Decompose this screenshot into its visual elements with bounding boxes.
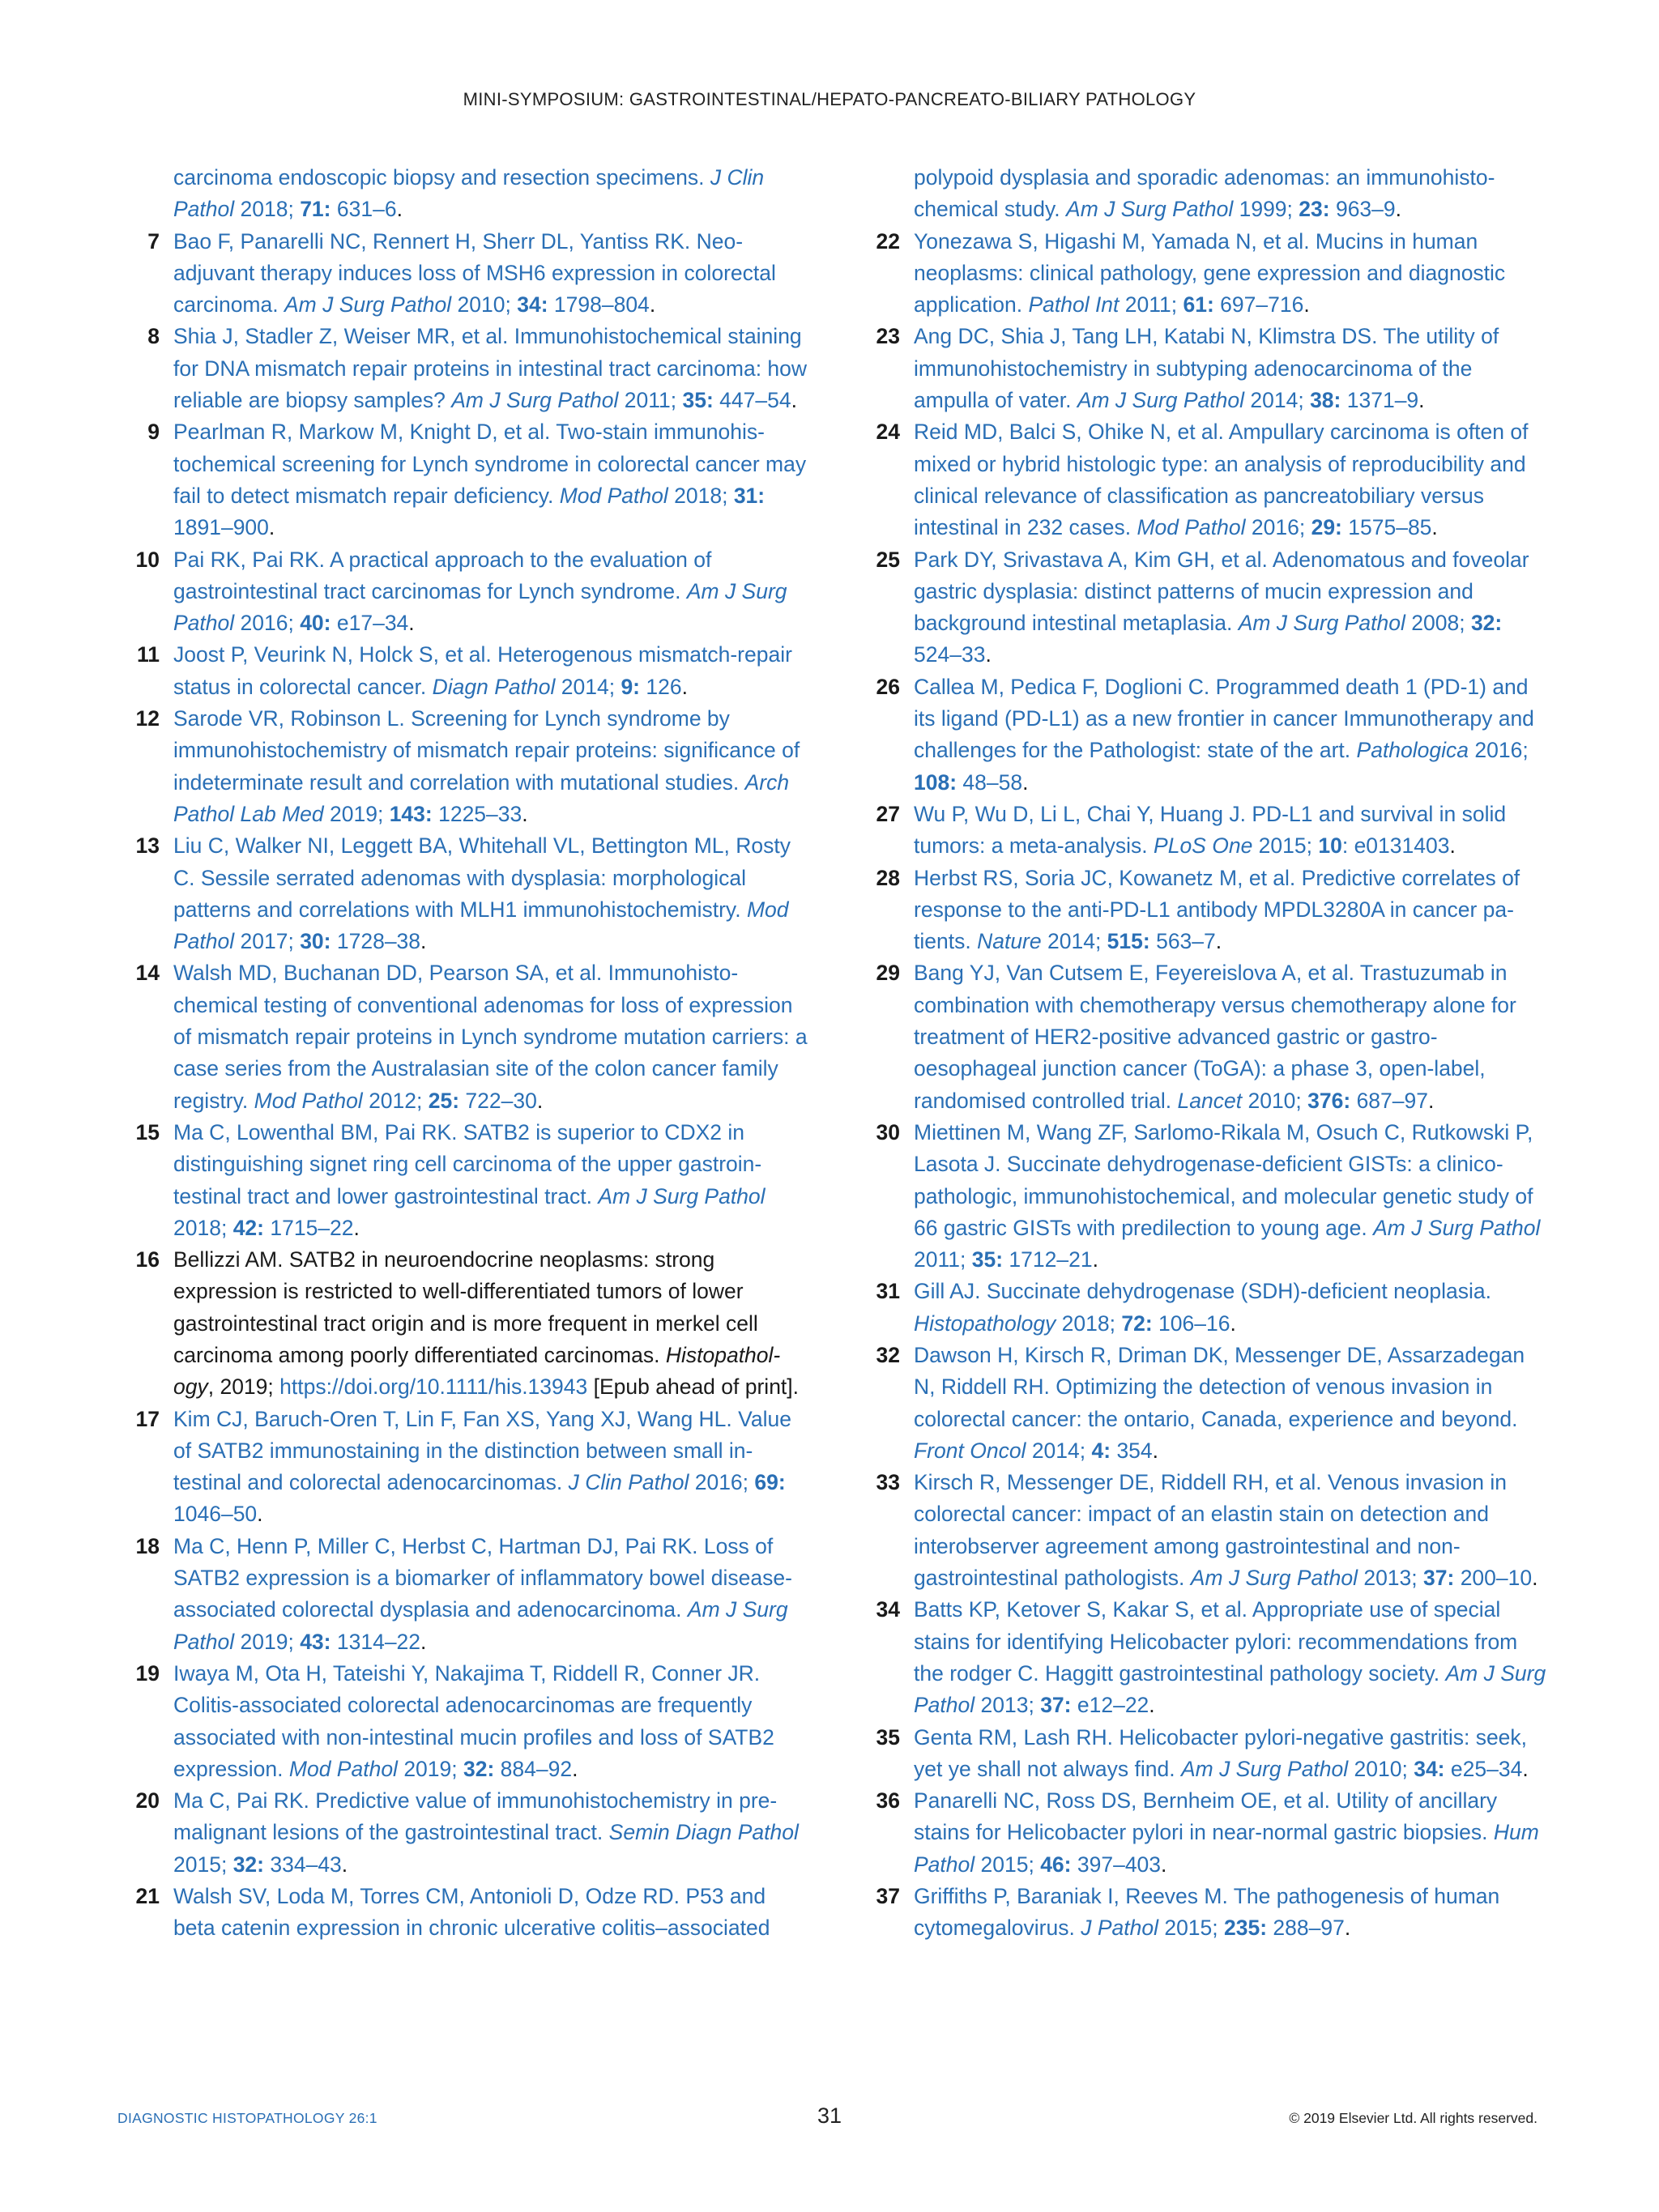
reference-number: 13 — [135, 833, 160, 859]
reference-pages: 687–97 — [1350, 1088, 1428, 1113]
reference-pages: 354 — [1111, 1438, 1153, 1463]
reference-volume: 35: — [682, 388, 714, 413]
reference-volume: 30: — [300, 929, 331, 954]
journal-name: Hum Pathol — [914, 1820, 1539, 1877]
reference-text[interactable] — [173, 1117, 810, 1244]
reference-end: . — [681, 674, 688, 699]
reference-volume: 23: — [1299, 197, 1330, 222]
reference-volume: 34: — [1414, 1756, 1445, 1781]
journal-name: Diagn Pathol — [432, 674, 556, 699]
reference-body: Joost P, Veurink N, Holck S, et al. Heterogenous mismatch-repair status in colorectal cancer. — [173, 642, 792, 699]
reference-item — [854, 863, 1547, 958]
reference-end: [Epub ahead of print]. — [587, 1375, 800, 1400]
reference-year: 2016; — [1245, 515, 1311, 540]
reference-body: Walsh SV, Loda M, Torres CM, Antonioli D, Odze RD. P53 and beta catenin expression in chronic ulcerative colitis–associated — [173, 1884, 770, 1941]
reference-year: 2019; — [397, 1756, 463, 1781]
reference-pages: 1891–900 — [173, 515, 269, 540]
journal-name: Mod Pathol — [254, 1088, 363, 1113]
reference-item — [854, 544, 1547, 671]
reference-body: Batts KP, Ketover S, Kakar S, et al. Appropriate use of special stains for identifying Helicobacter pylori: recommendations from the rodger C. Haggitt gastrointestinal pathology society. — [914, 1597, 1518, 1686]
reference-text[interactable] — [914, 671, 1547, 799]
reference-end: . — [1418, 388, 1425, 413]
reference-pages: 1225–33 — [432, 801, 522, 826]
journal-name: J Clin Pathol — [568, 1470, 689, 1495]
reference-volume: 10 — [1318, 833, 1342, 859]
reference-end: . — [572, 1756, 578, 1781]
reference-pages: 397–403 — [1071, 1852, 1162, 1877]
reference-item — [854, 226, 1547, 322]
reference-body: Genta RM, Lash RH. Helicobacter pylori-negative gastritis: seek, yet ye shall not always find. — [914, 1724, 1528, 1781]
reference-end: . — [1215, 929, 1222, 954]
journal-name: Mod Pathol — [1137, 515, 1246, 540]
reference-body: Pearlman R, Markow M, Knight D, et al. Two-stain immunohistochemical screening for Lynch syndrome in colorectal cancer may fail to detect mismatch repair deficiency. — [173, 420, 807, 508]
reference-pages: : e0131403 — [1341, 833, 1450, 859]
reference-item — [113, 1531, 810, 1658]
reference-item — [113, 544, 810, 640]
reference-item — [854, 416, 1547, 543]
reference-end: . — [649, 292, 656, 318]
reference-number: 15 — [135, 1119, 160, 1144]
reference-end: . — [257, 1502, 263, 1527]
reference-body: polypoid dysplasia and sporadic adenomas: an immunohistochemical study. — [914, 165, 1495, 222]
reference-text[interactable] — [914, 1594, 1547, 1721]
reference-pages: 200–10 — [1454, 1566, 1533, 1591]
reference-text[interactable] — [173, 1881, 810, 1945]
journal-name: Front Oncol — [914, 1438, 1026, 1463]
reference-item — [854, 1117, 1547, 1276]
reference-number: 32 — [876, 1342, 900, 1367]
reference-body: Reid MD, Balci S, Ohike N, et al. Ampullary carcinoma is often of mixed or hybrid histologic type: an analysis of reproducibility and clinical relevance of classification as pancreatobiliary versus intestinal in 232 cases. — [914, 420, 1529, 540]
reference-number: 20 — [135, 1788, 160, 1813]
reference-text[interactable] — [173, 162, 810, 226]
reference-year: 2015; — [1252, 833, 1319, 859]
reference-end: . — [1152, 1438, 1159, 1463]
reference-number: 37 — [876, 1884, 900, 1909]
reference-volume: 143: — [389, 801, 433, 826]
reference-text[interactable] — [914, 1785, 1547, 1881]
reference-item — [854, 1881, 1547, 1945]
reference-end: . — [1344, 1916, 1351, 1941]
journal-name: Am J Surg Pathol — [1373, 1215, 1541, 1240]
reference-number: 25 — [876, 547, 900, 572]
journal-name: Mod Pathol — [288, 1756, 398, 1781]
reference-end: . — [420, 929, 427, 954]
reference-item — [854, 162, 1547, 226]
reference-year: 2019; — [234, 1629, 301, 1654]
reference-volume: 40: — [300, 611, 331, 636]
journal-name: Am J Surg Pathol — [284, 292, 452, 318]
reference-end: . — [1449, 833, 1456, 859]
reference-item — [113, 1881, 810, 1945]
journal-name: Am J Surg Pathol — [914, 1660, 1546, 1718]
reference-volume: 25: — [428, 1088, 460, 1113]
reference-end: . — [536, 1088, 544, 1113]
reference-text[interactable] — [173, 1785, 810, 1881]
reference-year: 2014; — [1026, 1438, 1092, 1463]
reference-end: . — [791, 388, 797, 413]
reference-pages: 1712–21 — [1003, 1247, 1093, 1272]
reference-year: 2014; — [1244, 388, 1311, 413]
reference-number: 12 — [135, 706, 160, 731]
reference-text[interactable] — [173, 830, 810, 957]
reference-pages: 1575–85 — [1341, 515, 1432, 540]
reference-body: Sarode VR, Robinson L. Screening for Lynch syndrome by immunohistochemistry of mismatch repair proteins: significance of indeterminate result and correlation with mutational studies. — [173, 706, 800, 795]
journal-name: Am J Surg Pathol — [451, 388, 619, 413]
reference-number: 9 — [147, 420, 160, 445]
reference-year: 2016; — [689, 1470, 755, 1495]
reference-body: carcinoma endoscopic biopsy and resection specimens. — [173, 165, 710, 190]
reference-text[interactable] — [914, 1276, 1547, 1340]
reference-text[interactable] — [914, 416, 1547, 543]
reference-pages: 126 — [640, 674, 682, 699]
reference-end: . — [1022, 769, 1029, 795]
reference-number: 29 — [876, 961, 900, 986]
reference-item — [113, 1117, 810, 1244]
reference-text[interactable] — [173, 1531, 810, 1658]
reference-body: Walsh MD, Buchanan DD, Pearson SA, et al. Immunohistochemical testing of conventional adenomas for loss of expression of mismatch repair proteins in Lynch syndrome mutation carriers: a case series from the Australasian site of the colon cancer family registry. — [173, 961, 808, 1113]
reference-number: 27 — [876, 801, 900, 826]
journal-name: J Pathol — [1081, 1916, 1158, 1941]
reference-text[interactable] — [914, 863, 1547, 958]
reference-item — [854, 1340, 1547, 1467]
reference-year: 2011; — [1119, 292, 1183, 318]
reference-pages: e25–34 — [1444, 1756, 1523, 1781]
reference-text[interactable] — [173, 416, 810, 543]
reference-year: , 2019; — [207, 1375, 280, 1400]
reference-text[interactable] — [914, 1117, 1547, 1276]
reference-body: Miettinen M, Wang ZF, Sarlomo-Rikala M, Osuch C, Rutkowski P, Lasota J. Succinate dehydrogenase-deficient GISTs: a clinico-pathologic, immunohistochemical, and molecular genetic study of 66 gastric GISTs with predilection to young age. — [914, 1119, 1533, 1240]
footer-journal: DIAGNOSTIC HISTOPATHOLOGY 26:1 — [117, 2110, 377, 2126]
reference-pages: 884–92 — [494, 1756, 573, 1781]
reference-year: 2019; — [323, 801, 390, 826]
reference-year: 2008; — [1405, 611, 1471, 636]
reference-year: 2014; — [555, 674, 621, 699]
reference-number: 21 — [135, 1884, 160, 1909]
reference-text[interactable] — [914, 1722, 1547, 1786]
journal-name: J Clin Pathol — [173, 165, 765, 222]
journal-name: Histopathology — [914, 1311, 1056, 1336]
reference-volume: 61: — [1183, 292, 1214, 318]
reference-year: 2016; — [1469, 738, 1529, 763]
reference-number: 7 — [147, 228, 160, 254]
page-number: 31 — [817, 2103, 842, 2128]
reference-item — [113, 1244, 810, 1403]
reference-item — [113, 1658, 810, 1785]
reference-item — [854, 957, 1547, 1116]
reference-pages: 1314–22 — [331, 1629, 421, 1654]
reference-body: Ang DC, Shia J, Tang LH, Katabi N, Klimstra DS. The utility of immunohistochemistry in subtyping adenocarcinoma of the ampulla of vater. — [914, 324, 1499, 413]
reference-body: Bellizzi AM. SATB2 in neuroendocrine neoplasms: strong expression is restricted to well-differentiated tumors of lower gastrointestinal tract origin and is more frequent in merkel cell carcinoma among poorly differentiated carcinomas. — [173, 1247, 758, 1367]
reference-volume: 32: — [1470, 611, 1503, 636]
reference-end: . — [1428, 1088, 1435, 1113]
reference-body: Panarelli NC, Ross DS, Bernheim OE, et al. Utility of ancillary stains for Helicobacter pylori in near-normal gastric biopsies. — [914, 1788, 1498, 1845]
reference-number: 35 — [876, 1724, 900, 1750]
reference-item — [854, 1467, 1547, 1594]
reference-body: Callea M, Pedica F, Doglioni C. Programmed death 1 (PD-1) and its ligand (PD-L1) as a new frontier in cancer Immunotherapy and challenges for the Pathologist: state of the art. — [914, 674, 1534, 763]
journal-name: Nature — [977, 929, 1042, 954]
reference-end: . — [396, 197, 403, 222]
reference-pages: 48–58 — [957, 769, 1023, 795]
journal-name: Am J Surg Pathol — [1066, 197, 1234, 222]
reference-body: Pai RK, Pai RK. A practical approach to the evaluation of gastrointestinal tract carcinomas for Lynch syndrome. — [173, 547, 712, 603]
reference-volume: 72: — [1121, 1311, 1153, 1336]
reference-end: . — [1303, 292, 1310, 318]
reference-volume: 69: — [754, 1470, 786, 1495]
reference-pages: 447–54 — [713, 388, 791, 413]
reference-text[interactable] — [914, 1881, 1547, 1945]
reference-item — [113, 830, 810, 957]
reference-body: Iwaya M, Ota H, Tateishi Y, Nakajima T, Riddell R, Conner JR. Colitis-associated colorectal adenocarcinomas are frequently associated with non-intestinal mucin profiles and loss of SATB2 expression. — [173, 1660, 774, 1781]
reference-text[interactable] — [173, 639, 810, 703]
reference-end: . — [1395, 197, 1402, 222]
reference-body: Kim CJ, Baruch-Oren T, Lin F, Fan XS, Yang XJ, Wang HL. Value of SATB2 immunostaining in the distinction between small intestinal and colorectal adenocarcinomas. — [173, 1406, 791, 1495]
reference-end: . — [522, 801, 528, 826]
reference-item — [113, 416, 810, 543]
reference-item — [854, 671, 1547, 799]
reference-pages: 106–16 — [1152, 1311, 1230, 1336]
reference-body: Ma C, Pai RK. Predictive value of immunohistochemistry in premalignant lesions of the gastrointestinal tract. — [173, 1788, 778, 1845]
references-left-column — [113, 162, 810, 1945]
reference-volume: 29: — [1311, 515, 1342, 540]
reference-body: Park DY, Srivastava A, Kim GH, et al. Adenomatous and foveolar gastric dysplasia: distinct patterns of mucin expression and background intestinal metaplasia. — [914, 547, 1529, 636]
reference-text[interactable] — [173, 1658, 810, 1785]
reference-end: . — [341, 1852, 348, 1877]
journal-name: Am J Surg Pathol — [173, 578, 787, 636]
reference-end: . — [1532, 1566, 1538, 1591]
reference-number: 34 — [876, 1597, 900, 1622]
reference-item — [113, 703, 810, 830]
reference-number: 19 — [135, 1660, 160, 1686]
references-right-column — [854, 162, 1547, 1945]
reference-year: 2011; — [914, 1247, 972, 1272]
reference-volume: 235: — [1224, 1916, 1268, 1941]
reference-body: Bao F, Panarelli NC, Rennert H, Sherr DL, Yantiss RK. Neoadjuvant therapy induces loss of MSH6 expression in colorectal carcinoma. — [173, 228, 776, 318]
reference-pages: 1371–9 — [1341, 388, 1419, 413]
reference-volume: 515: — [1107, 929, 1150, 954]
reference-year: 2011; — [618, 388, 683, 413]
journal-name: Am J Surg Pathol — [1190, 1566, 1358, 1591]
reference-item — [113, 957, 810, 1116]
journal-name: Am J Surg Pathol — [1238, 611, 1405, 636]
reference-text[interactable] — [173, 1404, 810, 1531]
reference-volume: 32: — [463, 1756, 495, 1781]
reference-year: 2014; — [1041, 929, 1107, 954]
reference-number: 36 — [876, 1788, 900, 1813]
reference-pages: 288–97 — [1267, 1916, 1345, 1941]
reference-end: . — [1522, 1756, 1529, 1781]
reference-volume: 46: — [1040, 1852, 1072, 1877]
reference-volume: 38: — [1310, 388, 1341, 413]
journal-name: Lancet — [1177, 1088, 1243, 1113]
journal-name: Pathol Int — [1028, 292, 1120, 318]
reference-body: Herbst RS, Soria JC, Kowanetz M, et al. Predictive correlates of response to the anti-PD-L1 antibody MPDL3280A in cancer patients. — [914, 865, 1520, 954]
reference-number: 22 — [876, 228, 900, 254]
doi-link[interactable]: https://doi.org/10.1111/his.13943 — [279, 1375, 588, 1400]
reference-body: Ma C, Henn P, Miller C, Herbst C, Hartman DJ, Pai RK. Loss of SATB2 expression is a biomarker of inflammatory bowel disease-associated colorectal dysplasia and adenocarcinoma. — [173, 1533, 792, 1622]
reference-pages: 563–7 — [1149, 929, 1216, 954]
reference-year: 2016; — [234, 611, 301, 636]
reference-number: 14 — [135, 961, 160, 986]
reference-number: 24 — [876, 420, 900, 445]
reference-volume: 32: — [232, 1852, 264, 1877]
reference-volume: 34: — [517, 292, 548, 318]
reference-volume: 4: — [1091, 1438, 1111, 1463]
reference-year: 2018; — [667, 483, 734, 508]
reference-end: . — [420, 1629, 427, 1654]
reference-pages: 631–6 — [331, 197, 397, 222]
reference-text[interactable] — [914, 1340, 1547, 1467]
reference-text[interactable] — [173, 544, 810, 640]
reference-text[interactable] — [914, 321, 1547, 416]
reference-end: . — [1431, 515, 1438, 540]
reference-pages: 1046–50 — [173, 1502, 258, 1527]
reference-item — [854, 1594, 1547, 1721]
reference-text[interactable] — [173, 321, 810, 416]
reference-body: Liu C, Walker NI, Leggett BA, Whitehall VL, Bettington ML, Rosty C. Sessile serrated adenomas with dysplasia: morphological patterns and correlations with MLH1 immunohistochemistry. — [173, 833, 791, 922]
reference-year: 2010; — [451, 292, 518, 318]
reference-text[interactable] — [914, 799, 1547, 863]
reference-number: 17 — [135, 1406, 160, 1431]
reference-volume: 35: — [971, 1247, 1004, 1272]
reference-item — [113, 321, 810, 416]
reference-text[interactable] — [914, 1467, 1547, 1594]
reference-pages: 963–9 — [1329, 197, 1396, 222]
reference-year: 2017; — [234, 929, 301, 954]
reference-pages: e17–34 — [331, 611, 409, 636]
reference-year: 2015; — [1158, 1916, 1225, 1941]
reference-pages: 334–43 — [264, 1852, 342, 1877]
reference-year: 2018; — [1056, 1311, 1122, 1336]
reference-end: . — [1149, 1693, 1155, 1718]
reference-volume: 37: — [1423, 1566, 1455, 1591]
reference-body: Yonezawa S, Higashi M, Yamada N, et al. Mucins in human neoplasms: clinical pathology, gene expression and diagnostic application. — [914, 228, 1506, 318]
reference-year: 2010; — [1242, 1088, 1308, 1113]
reference-year: 2018; — [234, 197, 301, 222]
reference-pages: 1798–804 — [548, 292, 650, 318]
reference-pages: 722–30 — [459, 1088, 537, 1113]
reference-body: Shia J, Stadler Z, Weiser MR, et al. Immunohistochemical staining for DNA mismatch repair proteins in intestinal tract carcinoma: how reliable are biopsy samples? — [173, 324, 808, 413]
footer-copyright: © 2019 Elsevier Ltd. All rights reserved. — [1289, 2110, 1537, 2126]
reference-text[interactable] — [914, 162, 1547, 226]
journal-name: PLoS One — [1154, 833, 1253, 859]
reference-volume: 108: — [914, 769, 957, 795]
reference-end: . — [408, 611, 415, 636]
reference-item — [854, 799, 1547, 863]
reference-year: 2010; — [1348, 1756, 1414, 1781]
reference-text[interactable] — [914, 957, 1547, 1116]
reference-item — [854, 1722, 1547, 1786]
reference-volume: 43: — [300, 1629, 331, 1654]
reference-volume: 71: — [300, 197, 331, 222]
reference-year: 2015; — [173, 1852, 233, 1877]
reference-end: . — [985, 642, 992, 667]
journal-name: Am J Surg Pathol — [598, 1183, 766, 1208]
reference-body: Griffiths P, Baraniak I, Reeves M. The pathogenesis of human cytomegalovirus. — [914, 1884, 1500, 1941]
reference-item — [113, 1404, 810, 1531]
reference-pages: e12–22 — [1071, 1693, 1149, 1718]
reference-item — [113, 1785, 810, 1881]
reference-item — [854, 321, 1547, 416]
reference-end: . — [268, 515, 275, 540]
reference-body: Kirsch R, Messenger DE, Riddell RH, et al. Venous invasion in colorectal cancer: impact of an elastin stain on detection and interobserver agreement among gastrointestinal and non-gastrointestinal pathologists. — [914, 1470, 1508, 1591]
reference-number: 11 — [136, 642, 160, 667]
reference-year: 1999; — [1233, 197, 1299, 222]
reference-text[interactable] — [914, 544, 1547, 671]
reference-pages: 1728–38 — [331, 929, 421, 954]
reference-text[interactable] — [173, 957, 810, 1116]
reference-number: 18 — [135, 1533, 160, 1558]
reference-body: Dawson H, Kirsch R, Driman DK, Messenger DE, Assarzadegan N, Riddell RH. Optimizing the detection of venous invasion in colorectal cancer: the ontario, Canada, experience and beyond. — [914, 1342, 1525, 1431]
reference-item — [854, 1276, 1547, 1340]
reference-body: Wu P, Wu D, Li L, Chai Y, Huang J. PD-L1 and survival in solid tumors: a meta-analysis. — [914, 801, 1507, 859]
reference-end: . — [1161, 1852, 1167, 1877]
reference-number: 23 — [876, 324, 900, 349]
reference-volume: 42: — [232, 1215, 264, 1240]
reference-number: 26 — [876, 674, 900, 699]
reference-volume: 9: — [621, 674, 641, 699]
reference-number: 10 — [135, 547, 160, 572]
reference-text[interactable] — [914, 226, 1547, 322]
reference-number: 16 — [135, 1247, 160, 1272]
reference-body: Bang YJ, Van Cutsem E, Feyereislova A, et al. Trastuzumab in combination with chemotherapy versus chemotherapy alone for treatment of HER2-positive advanced gastric or gastro-oesophageal junction cancer (ToGA): a phase 3, open-label, randomised controlled trial. — [914, 961, 1516, 1113]
reference-text[interactable] — [173, 226, 810, 322]
reference-volume: 37: — [1040, 1693, 1072, 1718]
reference-number: 8 — [147, 324, 160, 349]
reference-year: 2013; — [975, 1693, 1041, 1718]
journal-name: Semin Diagn Pathol — [608, 1820, 799, 1845]
journal-name: Am J Surg Pathol — [1180, 1756, 1349, 1781]
reference-item — [113, 226, 810, 322]
journal-name: Mod Pathol — [173, 897, 789, 954]
running-header: MINI-SYMPOSIUM: GASTROINTESTINAL/HEPATO-PANCREATO-BILIARY PATHOLOGY — [463, 89, 1196, 109]
reference-item — [113, 639, 810, 703]
journal-name: Histopathology — [173, 1342, 781, 1400]
reference-number: 31 — [876, 1279, 900, 1304]
reference-body: Gill AJ. Succinate dehydrogenase (SDH)-deficient neoplasia. — [914, 1279, 1491, 1304]
reference-item — [854, 1785, 1547, 1881]
reference-body: Ma C, Lowenthal BM, Pai RK. SATB2 is superior to CDX2 in distinguishing signet ring cell carcinoma of the upper gastrointestinal tract and lower gastrointestinal tract. — [173, 1119, 762, 1208]
reference-item — [113, 162, 810, 226]
journal-name: Am J Surg Pathol — [1077, 388, 1245, 413]
reference-year: 2013; — [1357, 1566, 1424, 1591]
journal-name: Arch Pathol Lab Med — [173, 769, 790, 826]
reference-number: 33 — [876, 1470, 900, 1495]
reference-end: . — [1092, 1247, 1098, 1272]
reference-year: 2015; — [975, 1852, 1041, 1877]
reference-year: 2012; — [362, 1088, 429, 1113]
reference-year: 2018; — [173, 1215, 233, 1240]
reference-number: 30 — [876, 1119, 900, 1144]
reference-pages: 697–716 — [1213, 292, 1304, 318]
reference-number: 28 — [876, 865, 900, 890]
journal-name: Pathologica — [1356, 738, 1469, 763]
reference-end: . — [1230, 1311, 1236, 1336]
reference-volume: 376: — [1307, 1088, 1351, 1113]
reference-volume: 31: — [733, 483, 766, 508]
reference-pages: 1715–22 — [264, 1215, 354, 1240]
reference-text — [173, 1244, 810, 1403]
reference-pages: 524–33 — [914, 642, 986, 667]
journal-name: Mod Pathol — [559, 483, 668, 508]
reference-end: . — [353, 1215, 360, 1240]
journal-name: Am J Surg Pathol — [173, 1597, 788, 1654]
reference-text[interactable] — [173, 703, 810, 830]
